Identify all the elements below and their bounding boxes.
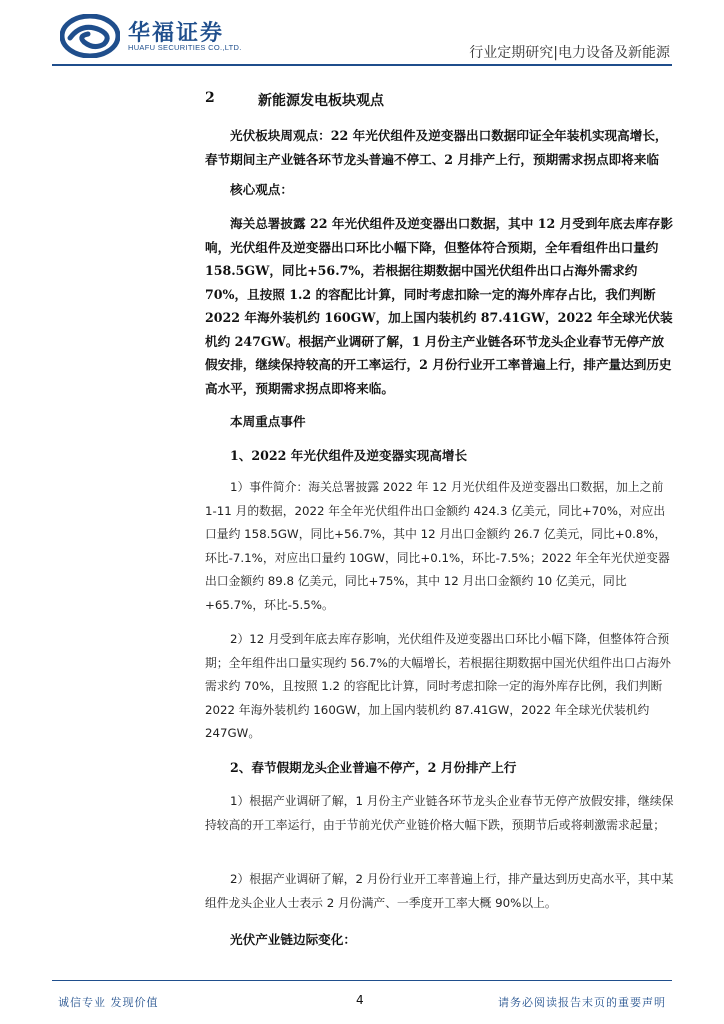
footer-slogan: 诚信专业 发现价值 bbox=[58, 996, 159, 1009]
header-divider bbox=[52, 64, 672, 66]
core-text: 海关总署披露 22 年光伏组件及逆变器出口数据，其中 12 月受到年底去库存影响，光伏组件及逆变器出口环比小幅下降，但整体符合预期，全年看组件出口量约 158.5GW，同比+56.7%，若根据往期数据中国光伏组件出口占海外需求约 70%，且按照 1.2 的容配比计算，同时考虑扣除一定的海外库存占比，我们判断 2022 年海外装机约 160GW，加上国内装机约 87.41GW，2022 年全球光伏装机约 247GW。根据产业调研了解，1 月份主产业链各环节龙头企业春节无停产放假安排，继续保持较高的开工率运行，2 月份行业开工率普遍上行，排产量达到历史高水平，预期需求拐点即将来临。 bbox=[205, 216, 673, 396]
event1-paragraph2: 2）12 月受到年底去库存影响，光伏组件及逆变器出口环比小幅下降，但整体符合预期；全年组件出口量实现约 56.7%的大幅增长，若根据往期数据中国光伏组件出口占海外需求约 70%，且按照 1.2 的容配比计算，同时考虑扣除一定的海外库存比例，我们判断 2022 年海外装机约 160GW，加上国内装机约 87.41GW，2022 年全球光伏装机约 247GW。 bbox=[205, 632, 671, 740]
event1-paragraph1: 1）事件简介：海关总署披露 2022 年 12 月光伏组件及逆变器出口数据，加上之前 1-11 月的数据，2022 年全年光伏组件出口金额约 424.3 亿美元，同比+70%，对应出口量约 158.5GW，同比+56.7%，其中 12 月出口金额约 26.7 亿美元，同比+0.8%，环比-7.1%，对应出口量约 10GW，同比+0.1%，环比-7.5%；2022 年全年光伏逆变器出口金额约 89.8 亿美元，同比+75%，其中 12 月出口金额约 10 亿美元，同比+65.7%，环比-5.5%。 bbox=[205, 480, 670, 612]
footer-disclaimer: 请务必阅读报告末页的重要声明 bbox=[498, 996, 666, 1009]
event1-title: 1、2022 年光伏组件及逆变器实现高增长 bbox=[230, 448, 468, 463]
report-type: 行业定期研究|电力设备及新能源 bbox=[469, 45, 670, 61]
core-label: 核心观点： bbox=[230, 182, 293, 197]
event2-paragraph1: 1）根据产业调研了解，1 月份主产业链各环节龙头企业春节无停产放假安排，继续保持较高的开工率运行，由于节前光伏产业链价格大幅下跌，预期节后或将刺激需求起量； bbox=[205, 794, 674, 832]
event2-paragraph2: 2）根据产业调研了解，2 月份行业开工率普遍上行，排产量达到历史高水平，其中某组件龙头企业人士表示 2 月份满产、一季度开工率大概 90%以上。 bbox=[205, 872, 674, 910]
logo-chinese-name: 华福证券 bbox=[128, 21, 225, 46]
page-number: 4 bbox=[356, 993, 364, 1007]
huafu-logo-icon bbox=[60, 14, 120, 58]
section-number: 2 bbox=[205, 90, 215, 106]
chain-label: 光伏产业链边际变化： bbox=[230, 932, 356, 947]
events-label: 本周重点事件 bbox=[230, 414, 306, 429]
section-title: 新能源发电板块观点 bbox=[258, 93, 384, 109]
event2-title: 2、春节假期龙头企业普遍不停产，2 月份排产上行 bbox=[230, 760, 517, 775]
logo-english-name: HUAFU SECURITIES CO.,LTD. bbox=[128, 43, 242, 52]
footer-divider bbox=[52, 980, 672, 981]
weekly-view: 光伏板块周观点：22 年光伏组件及逆变器出口数据印证全年装机实现高增长，春节期间主产业链各环节龙头普遍不停工、2 月排产上行，预期需求拐点即将来临 bbox=[205, 128, 668, 167]
